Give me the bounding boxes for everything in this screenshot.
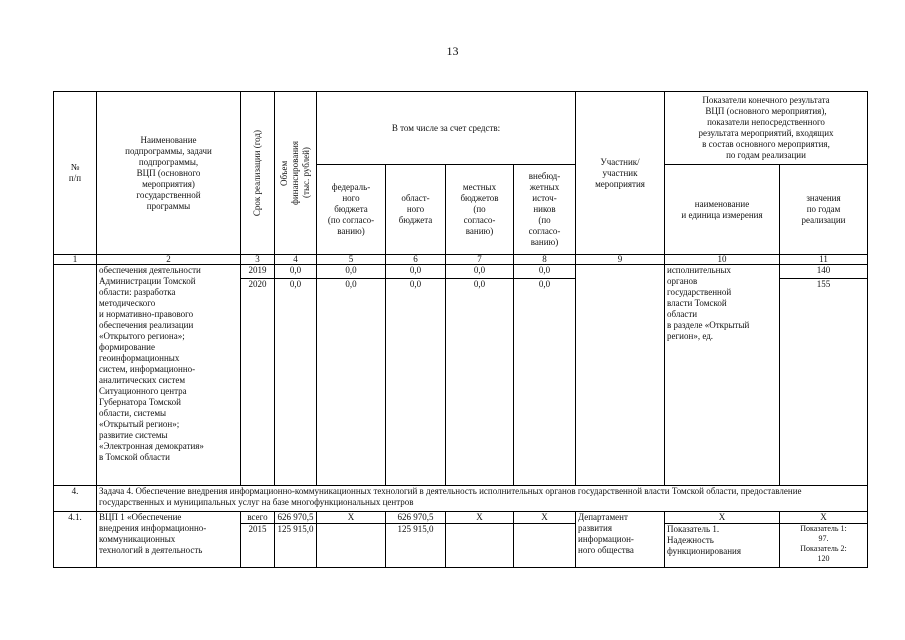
col-number: 1 (54, 255, 97, 265)
col-number: 6 (386, 255, 446, 265)
col-number: 3 (241, 255, 275, 265)
col-number: 5 (317, 255, 386, 265)
cont-federal: 0,0 (317, 279, 386, 486)
vcp-2015-term: 2015 (241, 524, 275, 568)
vcp-total-local: Х (446, 512, 514, 524)
col-number: 2 (97, 255, 241, 265)
header-indicator-name: наименование и единица измерения (665, 165, 780, 255)
cont-regional: 0,0 (386, 265, 446, 279)
cont-federal: 0,0 (317, 265, 386, 279)
col-number: 8 (514, 255, 576, 265)
header-term: Срок реализации (год) (252, 129, 262, 217)
cont-num-cell (54, 265, 97, 486)
cont-name: обеспечения деятельности Администрации Томской области: разработка методического и нормативно-правового обеспечения реализации «Открытого региона»; формирование геоинформационных систем, информационно- аналитических систем Ситуационного центра Губернатора Томской области, системы «Открытый регион»; развитие системы «Электронная демократия» в Томской области (97, 265, 241, 486)
vcp-2015-value: Показатель 1: 97. Показатель 2: 120 (780, 524, 868, 568)
cont-local: 0,0 (446, 265, 514, 279)
col-number: 11 (780, 255, 868, 265)
cont-local: 0,0 (446, 279, 514, 486)
col-number: 9 (576, 255, 665, 265)
vcp-2015-extra (514, 524, 576, 568)
header-volume-cell (275, 92, 317, 255)
vcp-total-indicator: Х (665, 512, 780, 524)
cont-year: 2019 (241, 265, 275, 279)
vcp-num: 4.1. (54, 512, 97, 568)
cont-regional: 0,0 (386, 279, 446, 486)
col-number: 10 (665, 255, 780, 265)
header-participant: Участник/ участник мероприятия (576, 92, 665, 255)
cont-extra: 0,0 (514, 265, 576, 279)
vcp-2015-volume: 125 915,0 (275, 524, 317, 568)
vcp-total-value: Х (780, 512, 868, 524)
header-num: № п/п (54, 92, 97, 255)
header-name: Наименование подпрограммы, задачи подпрограммы, ВЦП (основного мероприятия) государственной программы (97, 92, 241, 255)
cont-value: 155 (780, 279, 868, 486)
vcp-2015-regional: 125 915,0 (386, 524, 446, 568)
cont-volume: 0,0 (275, 265, 317, 279)
vcp-2015-indicator: Показатель 1. Надежность функционирования (665, 524, 780, 568)
header-volume: Объем финансирования (тыс. рублей) (279, 141, 311, 205)
header-incl: В том числе за счет средств: (317, 92, 576, 165)
vcp-2015-local (446, 524, 514, 568)
vcp-participant: Департамент развития информацион- ного общества (576, 512, 665, 568)
header-term-cell (241, 92, 275, 255)
vcp-total-term: всего (241, 512, 275, 524)
column-numbers-row (54, 255, 868, 265)
vcp-total-extra: Х (514, 512, 576, 524)
cont-indicator: исполнительных органов государственной власти Томской области в разделе «Открытый регион», ед. (665, 265, 780, 486)
header-federal: федераль- ного бюджета (по согласо- ванию) (317, 165, 386, 255)
table-row (54, 265, 868, 279)
cont-volume: 0,0 (275, 279, 317, 486)
cont-participant (576, 265, 665, 486)
header-local: местных бюджетов (по согласо- ванию) (446, 165, 514, 255)
vcp-total-federal: Х (317, 512, 386, 524)
header-results: Показатели конечного результата ВЦП (основного мероприятия), показатели непосредственного результата мероприятий, входящих в состав основного мероприятия, по годам реализации (665, 92, 868, 165)
vcp-total-volume: 626 970,5 (275, 512, 317, 524)
cont-year: 2020 (241, 279, 275, 486)
col-number: 4 (275, 255, 317, 265)
page-number: 13 (446, 44, 459, 58)
col-number: 7 (446, 255, 514, 265)
table-row (54, 512, 868, 524)
header-indicator-values: значения по годам реализации (780, 165, 868, 255)
task-row (54, 486, 868, 512)
header-regional: област- ного бюджета (386, 165, 446, 255)
cont-value: 140 (780, 265, 868, 279)
program-table (53, 91, 868, 568)
vcp-2015-federal (317, 524, 386, 568)
task-text: Задача 4. Обеспечение внедрения информационно-коммуникационных технологий в деятельность исполнительных органов государственной власти Томской области, предоставление государственных и муниципальных услуг на базе многофункциональных центров (97, 486, 868, 512)
cont-extra: 0,0 (514, 279, 576, 486)
header-extra: внебюд- жетных источ- ников (по согласо- ванию) (514, 165, 576, 255)
vcp-total-regional: 626 970,5 (386, 512, 446, 524)
task-num: 4. (54, 486, 97, 512)
vcp-name: ВЦП 1 «Обеспечение внедрения информационно- коммуникационных технологий в деятельность (97, 512, 241, 568)
